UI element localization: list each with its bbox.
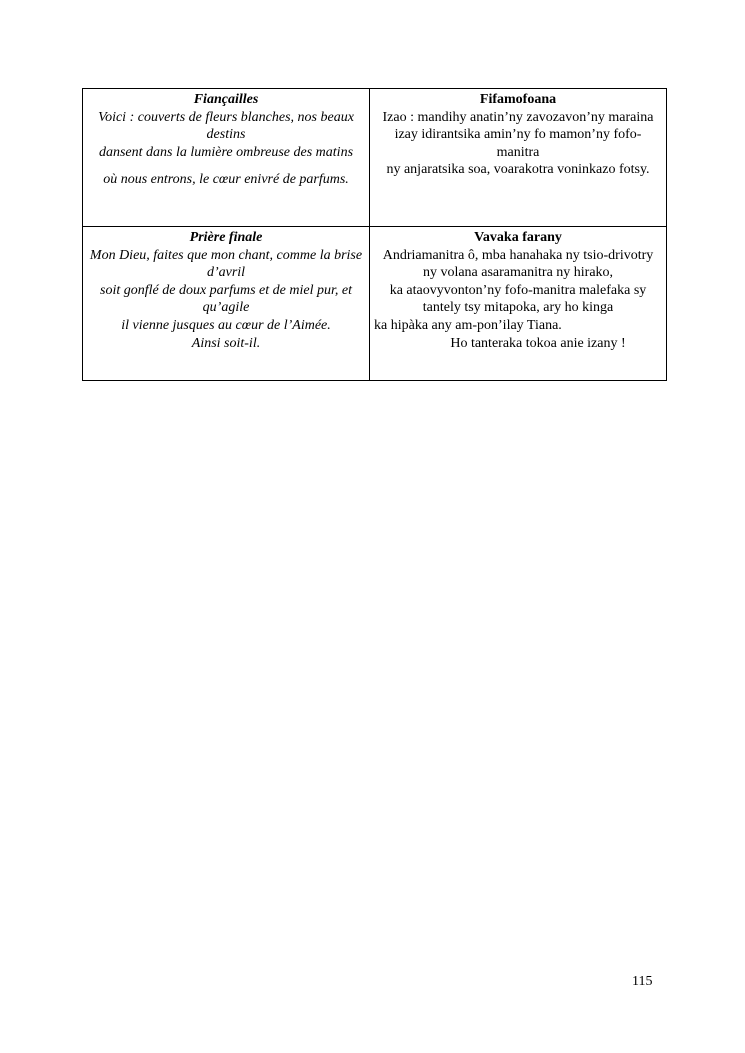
poem-line: Izao : mandihy anatin’ny zavozavon’ny maraina — [382, 109, 654, 125]
malagasy-stanza-cell — [370, 227, 667, 381]
poem-line: ny anjaratsika soa, voarakotra voninkazo fotsy. — [386, 162, 650, 178]
poem-translation-table — [82, 88, 667, 381]
poem-line: ka hipàka any am-pon’ilay Tiana. — [374, 317, 562, 333]
poem-line: où nous entrons, le cœur enivré de parfums. — [103, 172, 349, 188]
french-stanza-cell — [83, 227, 370, 381]
poem-line: ka ataovyvonton’ny fofo-manitra malefaka sy tantely tsy mitapoka, ary ho kinga — [389, 282, 647, 316]
french-stanza-cell — [83, 89, 370, 227]
malagasy-stanza-cell — [370, 89, 667, 227]
french-stanza-title: Prière finale — [189, 230, 263, 245]
poem-line: izay idirantsika amin’ny fo mamon’ny fofo-manitra — [394, 127, 642, 160]
poem-line: Voici : couverts de fleurs blanches, nos beaux destins — [98, 109, 354, 143]
poem-line: Ainsi soit-il. — [191, 335, 261, 351]
table-row — [83, 227, 667, 381]
poem-line: il vienne jusques au cœur de l’Aimée. — [121, 317, 331, 333]
french-stanza-title: Fiançailles — [193, 92, 259, 107]
poem-line: Andriamanitra ô, mba hanahaka ny tsio-drivotry ny volana asaramanitra ny hirako, — [382, 247, 654, 281]
malagasy-stanza-title: Fifamofoana — [479, 92, 557, 107]
poem-line: soit gonflé de doux parfums et de miel pur, et qu’agile — [100, 282, 352, 316]
poem-line: Mon Dieu, faites que mon chant, comme la brise d’avril — [89, 247, 363, 281]
poem-line: Ho tanteraka tokoa anie izany ! — [450, 335, 626, 351]
table-row — [83, 89, 667, 227]
malagasy-stanza-title: Vavaka farany — [474, 230, 562, 245]
poem-line: dansent dans la lumière ombreuse des matins — [98, 144, 354, 160]
page-number: 115 — [632, 974, 653, 989]
